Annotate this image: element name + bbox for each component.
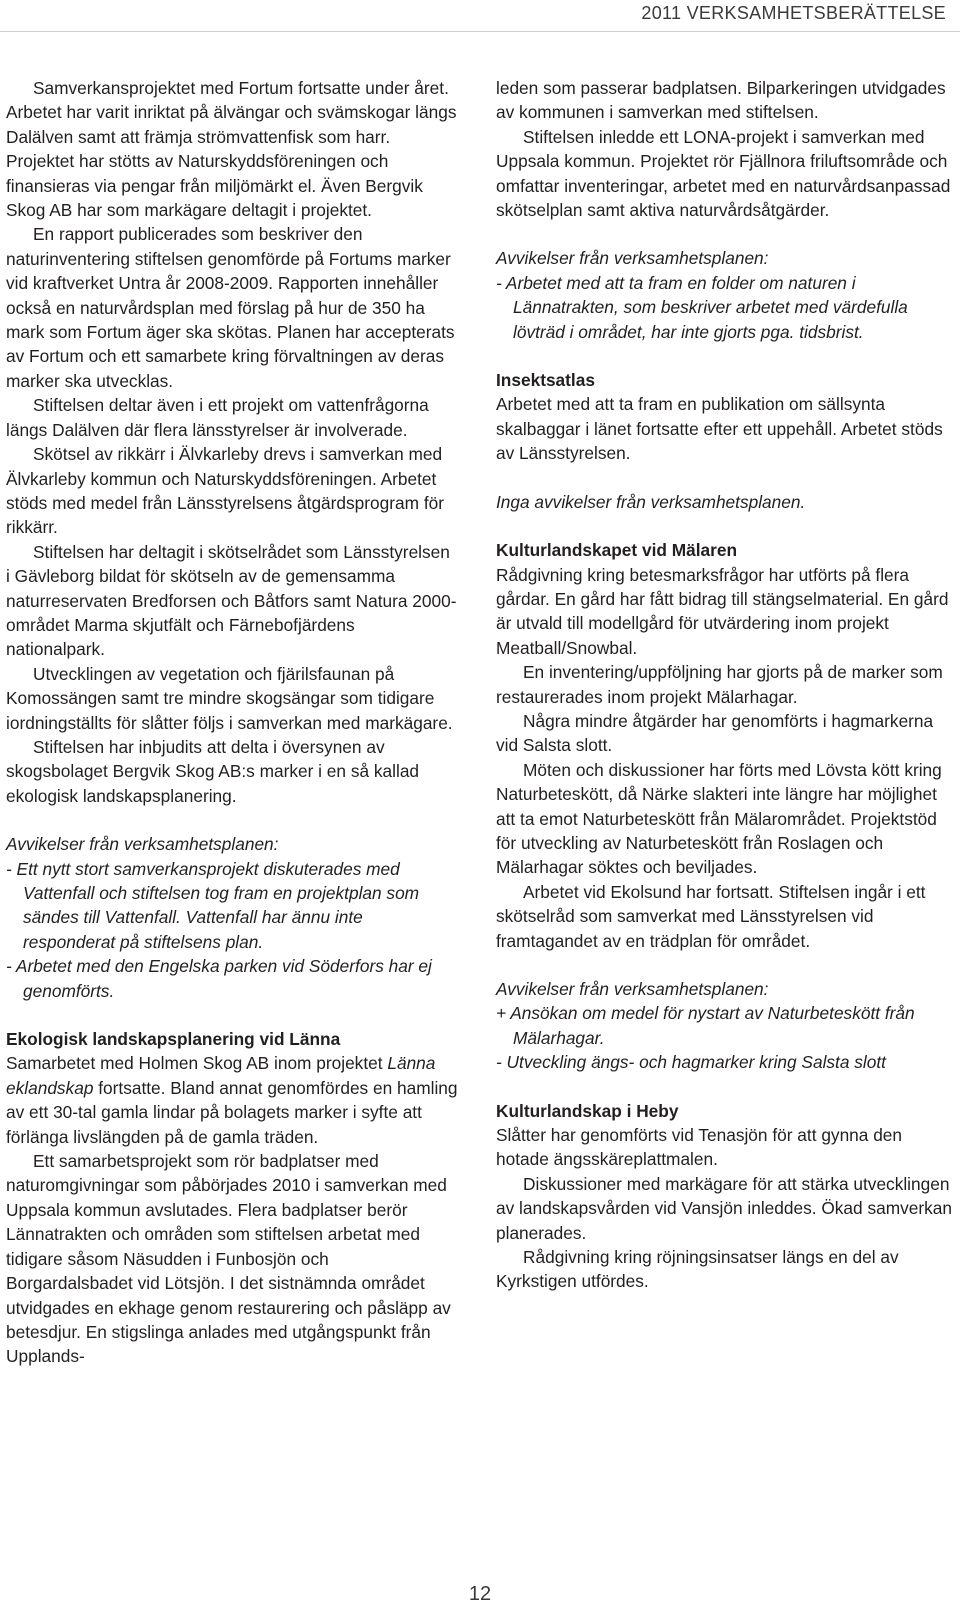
paragraph-fortum-project: Samverkansprojektet med Fortum fortsatte under året. Arbetet har varit inriktat på älvängar och svämskogar längs Dalälven samt att främja strömvattenfisk som harr. Projektet har stötts av Naturskyddsföreningen och finansieras via pengar från miljömärkt el. Även Bergvik Skog AB har som markägare deltagit i projektet. <box>6 78 457 221</box>
project-name-lanna-eklandskap: Länna eklandskap <box>6 1053 436 1098</box>
paragraph-betesmarker: Rådgivning kring betesmarksfrågor har utförts på flera gårdar. En gård har fått bidrag till stängselmaterial. En gård är utvald till modellgård för utvärdering inom projekt Meatball/Snowbal. <box>496 564 949 658</box>
paragraph-holmen-skog-part2: fortsatte. Bland annat genomfördes en hamling av ett 30-tal gamla lindar på bolagets marker i syfte att förlänga livslängden på de gamla träden. <box>6 1077 458 1147</box>
paragraph-vansjon: Diskussioner med markägare för att stärka utvecklingen av landskapsvården vid Vansjön inleddes. Ökad samverkan planerades. <box>496 1173 952 1243</box>
deviation-item-vattenfall: - Ett nytt stort samverkansprojekt diskuterades med Vattenfall och stiftelsen tog fram en projektplan som sändes till Vattenfall. Vattenfall har ännu inte responderat på stiftelsens plan. <box>6 858 420 952</box>
page-header: 2011 VERKSAMHETSBERÄTTELSE <box>641 3 946 23</box>
page-number: 12 <box>468 1583 492 1605</box>
deviation-item-folder: - Arbetet med att ta fram en folder om naturen i Lännatrakten, som beskriver arbetet med värdefulla lövträd i området, har inte gjorts pga. tidsbrist. <box>496 272 908 342</box>
deviations-title-left: Avvikelser från verksamhetsplanen: <box>6 834 279 855</box>
heading-insektsatlas: Insektsatlas <box>496 370 595 391</box>
paragraph-lona-project: Stiftelsen inledde ett LONA-projekt i samverkan med Uppsala kommun. Projektet rör Fjällnora friluftsområde och omfattar inventeringar, arbetet med en naturvårdsanpassad skötselplan samt aktiva naturvårdsåtgärder. <box>496 126 951 221</box>
paragraph-holmen-skog <box>6 1051 458 1149</box>
left-column <box>6 76 458 1369</box>
paragraph-gavleborg-council: Stiftelsen har deltagit i skötselrådet som Länsstyrelsen i Gävleborg bildat för skötseln av de gemensamma naturreservaten Bredforsen och Båtfors samt Natura 2000-området Marma skjutfält och Färnebofjärdens nationalpark. <box>6 541 457 660</box>
paragraph-dalalven-water: Stiftelsen deltar även i ett projekt om vattenfrågorna längs Dalälven där flera länsstyrelser är involverade. <box>6 395 429 440</box>
deviations-title-right-2: Avvikelser från verksamhetsplanen: <box>496 979 769 999</box>
paragraph-untra-report: En rapport publicerades som beskriver den naturinventering stiftelsen genomförde på Fortums marker vid kraftverket Untra år 2008-2009. Rapporten innehåller också en naturvårdsplan med förslag på hur de 350 ha mark som Fortum äger ska skötas. Planen har accepterats av Fortum och ett samarbete kring förvaltningen av deras marker ska utvecklas. <box>6 224 455 391</box>
heading-kulturlandskapet-malaren: Kulturlandskapet vid Mälaren <box>496 540 738 561</box>
paragraph-tenasjon: Slåtter har genomförts vid Tenasjön för att gynna den hotade ängsskäreplattmalen. <box>496 1125 903 1170</box>
paragraph-bergvik-planning: Stiftelsen har inbjudits att delta i översynen av skogsbolaget Bergvik Skog AB:s marker i en så kallad ekologisk landskapsplanering. <box>6 736 420 806</box>
paragraph-badplatser: Ett samarbetsprojekt som rör badplatser med naturomgivningar som påbörjades 2010 i samverkan med Uppsala kommun avslutades. Flera badplatser berör Lännatrakten och områden som stiftelsen arbetat med tidigare såsom Näsudden i Funbosjön och Borgardalsbadet vid Lötsjön. I det sistnämnda området utvidgades en ekhage genom restaurering och påsläpp av betesdjur. En stigslinga anlades med utgångspunkt från Upplands- <box>6 1151 451 1367</box>
paragraph-kyrkstigen: Rådgivning kring röjningsinsatser längs en del av Kyrkstigen utfördes. <box>496 1247 899 1292</box>
paragraph-komossangen: Utvecklingen av vegetation och fjärilsfaunan på Komossängen samt tre mindre skogsängar som tidigare iordningställts för slåtter följs i samverkan med markägare. <box>6 663 453 733</box>
paragraph-holmen-skog-part1: Samarbetet med Holmen Skog AB inom projektet <box>6 1053 388 1074</box>
paragraph-salsta: Några mindre åtgärder har genomförts i hagmarkerna vid Salsta slott. <box>496 710 934 756</box>
header-divider <box>0 31 960 32</box>
right-column <box>496 76 954 1294</box>
paragraph-insektsatlas: Arbetet med att ta fram en publikation om sällsynta skalbaggar i länet fortsatte efter ett uppehåll. Arbetet stöds av Länsstyrelsen. <box>496 394 943 464</box>
deviations-title-right-1: Avvikelser från verksamhetsplanen: <box>496 248 769 269</box>
deviation-item-soderfors: - Arbetet med den Engelska parken vid Söderfors har ej genomförts. <box>6 956 432 1001</box>
paragraph-malarhagar: En inventering/uppföljning har gjorts på de marker som restaurerades inom projekt Mälarhagar. <box>496 662 943 707</box>
paragraph-lovsta-kott: Möten och diskussioner har förts med Lövsta kött kring Naturbeteskött, då Närke slakteri inte längre har möjlighet att ta emot Naturbeteskött från Mälarområdet. Projektstöd för utveckling av Naturbeteskött från Roslagen och Mälarhagar söktes och beviljades. <box>496 759 942 878</box>
deviation-item-salsta: - Utveckling ängs- och hagmarker kring Salsta slott <box>496 1052 886 1073</box>
paragraph-upplandsleden: leden som passerar badplatsen. Bilparkeringen utvidgades av kommunen i samverkan med stiftelsen. <box>496 78 946 123</box>
paragraph-rikkarr: Skötsel av rikkärr i Älvkarleby drevs i samverkan med Älvkarleby kommun och Naturskyddsföreningen. Arbetet stöds med medel från Länsstyrelsens åtgärdsprogram för rikkärr. <box>6 444 444 538</box>
no-deviations-note: Inga avvikelser från verksamhetsplanen. <box>496 491 806 512</box>
heading-kulturlandskap-heby: Kulturlandskap i Heby <box>496 1100 679 1121</box>
paragraph-ekolsund: Arbetet vid Ekolsund har fortsatt. Stiftelsen ingår i ett skötselråd som samverkat med Länsstyrelsen vid framtagandet av en trädplan för området. <box>496 881 926 951</box>
heading-lanna: Ekologisk landskapsplanering vid Länna <box>6 1029 341 1050</box>
deviation-item-naturbeteskott: + Ansökan om medel för nystart av Naturbeteskött från Mälarhagar. <box>496 1003 915 1048</box>
